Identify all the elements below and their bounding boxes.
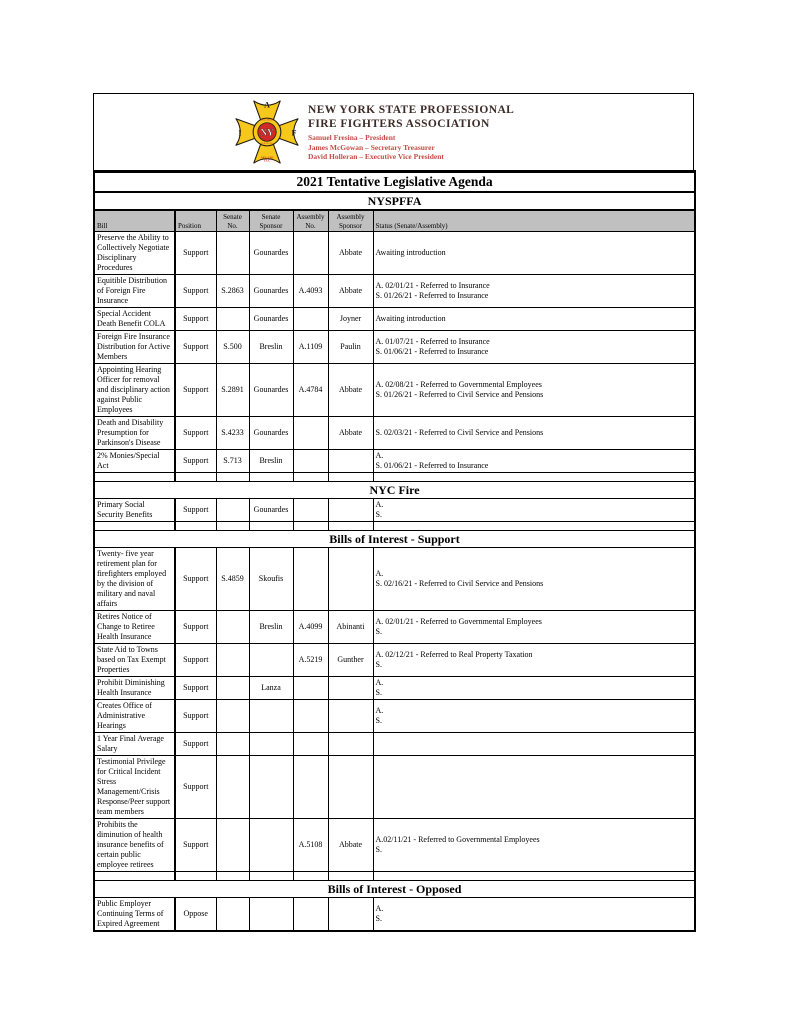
table-row bbox=[94, 308, 695, 331]
status-cell bbox=[373, 499, 695, 522]
senate-sponsor-cell bbox=[249, 756, 293, 819]
assembly-no-cell bbox=[293, 548, 328, 611]
status-line: S. bbox=[375, 627, 382, 636]
bill-cell: Appointing Hearing Officer for removal and disciplinary action against Public Employees bbox=[94, 364, 175, 417]
assembly-sponsor-cell: Abbate bbox=[328, 275, 373, 308]
senate-no-cell bbox=[216, 733, 249, 756]
column-header-bill: Bill bbox=[94, 210, 175, 232]
spacer-cell bbox=[249, 522, 293, 531]
position-cell: Support bbox=[175, 417, 216, 450]
status-line: A.02/11/21 - Referred to Governmental Employees bbox=[375, 835, 540, 844]
status-line: S. 01/06/21 - Referred to Insurance bbox=[375, 461, 489, 470]
table-row bbox=[94, 417, 695, 450]
bill-cell: Testimonial Privilege for Critical Incident Stress Management/Crisis Response/Peer support team members bbox=[94, 756, 175, 819]
position-cell: Support bbox=[175, 364, 216, 417]
table-row bbox=[94, 331, 695, 364]
senate-sponsor-cell: Lanza bbox=[249, 677, 293, 700]
bill-cell: Special Accident Death Benefit COLA bbox=[94, 308, 175, 331]
senate-sponsor-cell bbox=[249, 733, 293, 756]
status-line: S. bbox=[375, 845, 382, 854]
status-line: S. 01/26/21 - Referred to Civil Service and Pensions bbox=[375, 390, 544, 399]
spacer-cell bbox=[175, 872, 216, 881]
assembly-no-cell: A.4099 bbox=[293, 611, 328, 644]
spacer-row bbox=[94, 872, 695, 881]
status-line: S. bbox=[375, 914, 382, 923]
logo-ny-monogram: NY bbox=[260, 127, 274, 138]
senate-no-cell bbox=[216, 232, 249, 275]
senate-sponsor-cell bbox=[249, 898, 293, 932]
senate-sponsor-cell: Gounardes bbox=[249, 308, 293, 331]
senate-no-cell bbox=[216, 499, 249, 522]
assembly-sponsor-cell: Abinanti bbox=[328, 611, 373, 644]
senate-no-cell bbox=[216, 756, 249, 819]
section-title: Bills of Interest - Opposed bbox=[94, 881, 695, 898]
section-header-nyc-fire bbox=[94, 482, 695, 499]
senate-no-cell bbox=[216, 819, 249, 872]
position-cell: Support bbox=[175, 232, 216, 275]
spacer-cell bbox=[293, 872, 328, 881]
status-cell bbox=[373, 644, 695, 677]
logo-band-text-bottom: FEB 28 1918 bbox=[261, 143, 273, 146]
status-line: A. 01/07/21 - Referred to Insurance bbox=[375, 337, 490, 346]
column-header-assembly-sponsor: Assembly Sponsor bbox=[328, 210, 373, 232]
status-cell bbox=[373, 308, 695, 331]
assembly-no-cell: A.5108 bbox=[293, 819, 328, 872]
bill-cell: 2% Monies/Special Act bbox=[94, 450, 175, 473]
table-row bbox=[94, 756, 695, 819]
spacer-cell bbox=[94, 522, 175, 531]
status-line: A. 02/01/21 - Referred to Insurance bbox=[375, 281, 490, 290]
logo-letter-f: F bbox=[291, 128, 297, 138]
spacer-cell bbox=[216, 522, 249, 531]
status-line: S. 01/26/21 - Referred to Insurance bbox=[375, 291, 489, 300]
senate-sponsor-cell: Gounardes bbox=[249, 417, 293, 450]
status-cell bbox=[373, 232, 695, 275]
bill-cell: Prohibits the diminution of health insurance benefits of certain public employee retirees bbox=[94, 819, 175, 872]
bill-cell: Preserve the Ability to Collectively Negotiate Disciplinary Procedures bbox=[94, 232, 175, 275]
position-cell: Support bbox=[175, 450, 216, 473]
assembly-no-cell bbox=[293, 700, 328, 733]
assembly-sponsor-cell: Abbate bbox=[328, 364, 373, 417]
assembly-no-cell: A.5219 bbox=[293, 644, 328, 677]
senate-sponsor-cell: Breslin bbox=[249, 611, 293, 644]
assembly-sponsor-cell bbox=[328, 700, 373, 733]
assembly-sponsor-cell: Joyner bbox=[328, 308, 373, 331]
position-cell: Support bbox=[175, 644, 216, 677]
senate-no-cell: S.500 bbox=[216, 331, 249, 364]
logo-aflcio-text: AFL-CIO bbox=[260, 155, 274, 160]
status-line: A. 02/12/21 - Referred to Real Property Taxation bbox=[375, 650, 533, 659]
position-cell: Support bbox=[175, 331, 216, 364]
officer-secretary-treasurer: James McGowan – Secretary Treasurer bbox=[308, 142, 435, 152]
assembly-sponsor-cell bbox=[328, 548, 373, 611]
column-header-senate-no: Senate No. bbox=[216, 210, 249, 232]
bill-cell: Twenty- five year retirement plan for firefighters employed by the division of military and naval affairs bbox=[94, 548, 175, 611]
table-row bbox=[94, 364, 695, 417]
assembly-no-cell bbox=[293, 450, 328, 473]
position-cell: Support bbox=[175, 548, 216, 611]
table-row bbox=[94, 733, 695, 756]
assembly-sponsor-cell: Abbate bbox=[328, 819, 373, 872]
spacer-cell bbox=[216, 872, 249, 881]
spacer-cell bbox=[373, 522, 695, 531]
spacer-cell bbox=[175, 473, 216, 482]
org-name-line2: FIRE FIGHTERS ASSOCIATION bbox=[308, 117, 490, 130]
logo-band-text-top: ORGANIZED bbox=[260, 119, 274, 122]
logo-letter-a: A bbox=[264, 100, 270, 110]
assembly-no-cell bbox=[293, 232, 328, 275]
senate-sponsor-cell: Breslin bbox=[249, 450, 293, 473]
status-line: Awaiting introduction bbox=[375, 314, 446, 323]
officers-list bbox=[308, 133, 514, 162]
table-row bbox=[94, 450, 695, 473]
senate-sponsor-cell: Skoufis bbox=[249, 548, 293, 611]
status-cell bbox=[373, 548, 695, 611]
bill-cell: Death and Disability Presumption for Parkinson's Disease bbox=[94, 417, 175, 450]
senate-sponsor-cell: Gounardes bbox=[249, 499, 293, 522]
status-cell bbox=[373, 331, 695, 364]
position-cell: Support bbox=[175, 499, 216, 522]
spacer-cell bbox=[328, 872, 373, 881]
spacer-cell bbox=[373, 473, 695, 482]
column-header-row bbox=[94, 210, 695, 232]
status-line: S. bbox=[375, 660, 382, 669]
status-line: A. bbox=[375, 678, 384, 687]
table-row bbox=[94, 677, 695, 700]
spacer-cell bbox=[216, 473, 249, 482]
status-cell bbox=[373, 450, 695, 473]
letterhead bbox=[93, 93, 694, 170]
officer-president: Samuel Fresina – President bbox=[308, 133, 396, 143]
bill-cell: State Aid to Towns based on Tax Exempt Properties bbox=[94, 644, 175, 677]
legislative-agenda-table bbox=[93, 170, 696, 932]
column-header-senate-sponsor: Senate Sponsor bbox=[249, 210, 293, 232]
position-cell: Support bbox=[175, 733, 216, 756]
senate-no-cell: S.2863 bbox=[216, 275, 249, 308]
status-line: S. 02/03/21 - Referred to Civil Service and Pensions bbox=[375, 428, 544, 437]
spacer-cell bbox=[94, 473, 175, 482]
spacer-cell bbox=[293, 522, 328, 531]
assembly-no-cell: A.1109 bbox=[293, 331, 328, 364]
agenda-title-row bbox=[94, 172, 695, 193]
bill-cell: Equitible Distribution of Foreign Fire Insurance bbox=[94, 275, 175, 308]
status-cell bbox=[373, 417, 695, 450]
status-line: S. 02/16/21 - Referred to Civil Service and Pensions bbox=[375, 579, 544, 588]
bill-cell: Public Employer Continuing Terms of Expired Agreement bbox=[94, 898, 175, 932]
table-row bbox=[94, 611, 695, 644]
senate-sponsor-cell bbox=[249, 644, 293, 677]
column-header-position: Position bbox=[175, 210, 216, 232]
section-title: NYC Fire bbox=[94, 482, 695, 499]
status-cell bbox=[373, 898, 695, 932]
assembly-sponsor-cell bbox=[328, 677, 373, 700]
table-row bbox=[94, 700, 695, 733]
senate-no-cell bbox=[216, 898, 249, 932]
section-title: Bills of Interest - Support bbox=[94, 531, 695, 548]
iaff-logo-icon bbox=[233, 99, 301, 165]
assembly-sponsor-cell bbox=[328, 450, 373, 473]
position-cell: Support bbox=[175, 275, 216, 308]
senate-no-cell: S.4233 bbox=[216, 417, 249, 450]
logo-letter-i: I bbox=[238, 128, 242, 138]
senate-sponsor-cell: Gounardes bbox=[249, 364, 293, 417]
status-cell bbox=[373, 733, 695, 756]
assembly-no-cell bbox=[293, 756, 328, 819]
status-cell bbox=[373, 364, 695, 417]
assembly-no-cell bbox=[293, 733, 328, 756]
position-cell: Support bbox=[175, 308, 216, 331]
status-line: S. bbox=[375, 716, 382, 725]
spacer-cell bbox=[175, 522, 216, 531]
table-row bbox=[94, 548, 695, 611]
status-cell bbox=[373, 819, 695, 872]
section-header-nyspffa bbox=[94, 192, 695, 210]
position-cell: Support bbox=[175, 677, 216, 700]
assembly-no-cell bbox=[293, 898, 328, 932]
org-block bbox=[308, 102, 514, 162]
assembly-no-cell: A.4093 bbox=[293, 275, 328, 308]
spacer-cell bbox=[373, 872, 695, 881]
senate-sponsor-cell: Gounardes bbox=[249, 275, 293, 308]
bill-cell: Creates Office of Administrative Hearings bbox=[94, 700, 175, 733]
section-header-bills-of-interest-support bbox=[94, 531, 695, 548]
agenda-title: 2021 Tentative Legislative Agenda bbox=[94, 172, 695, 193]
assembly-sponsor-cell bbox=[328, 499, 373, 522]
status-line: A. bbox=[375, 451, 384, 460]
status-cell bbox=[373, 700, 695, 733]
spacer-cell bbox=[94, 872, 175, 881]
status-line: A. bbox=[375, 500, 384, 509]
position-cell: Support bbox=[175, 611, 216, 644]
senate-sponsor-cell: Breslin bbox=[249, 331, 293, 364]
assembly-sponsor-cell bbox=[328, 733, 373, 756]
document-page bbox=[93, 93, 694, 932]
status-line: A. bbox=[375, 706, 384, 715]
spacer-cell bbox=[249, 473, 293, 482]
assembly-sponsor-cell: Abbate bbox=[328, 232, 373, 275]
senate-no-cell bbox=[216, 644, 249, 677]
status-line: A. bbox=[375, 569, 384, 578]
senate-sponsor-cell bbox=[249, 819, 293, 872]
senate-no-cell bbox=[216, 611, 249, 644]
bill-cell: Retires Notice of Change to Retiree Health Insurance bbox=[94, 611, 175, 644]
assembly-sponsor-cell bbox=[328, 756, 373, 819]
assembly-no-cell bbox=[293, 417, 328, 450]
assembly-sponsor-cell: Gunther bbox=[328, 644, 373, 677]
senate-no-cell: S.713 bbox=[216, 450, 249, 473]
status-line: A. 02/08/21 - Referred to Governmental Employees bbox=[375, 380, 542, 389]
bill-cell: Primary Social Security Benefits bbox=[94, 499, 175, 522]
org-name-line1: NEW YORK STATE PROFESSIONAL bbox=[308, 104, 515, 117]
spacer-cell bbox=[293, 473, 328, 482]
senate-no-cell: S.4859 bbox=[216, 548, 249, 611]
column-header-assembly-no: Assembly No. bbox=[293, 210, 328, 232]
bill-cell: Prohibit Diminishing Health Insurance bbox=[94, 677, 175, 700]
position-cell: Support bbox=[175, 700, 216, 733]
spacer-cell bbox=[328, 522, 373, 531]
status-line: S. bbox=[375, 688, 382, 697]
senate-sponsor-cell bbox=[249, 700, 293, 733]
bill-cell: 1 Year Final Average Salary bbox=[94, 733, 175, 756]
position-cell: Support bbox=[175, 756, 216, 819]
status-cell bbox=[373, 677, 695, 700]
section-title: NYSPFFA bbox=[94, 192, 695, 210]
table-row bbox=[94, 819, 695, 872]
status-line: Awaiting introduction bbox=[375, 248, 446, 257]
assembly-no-cell bbox=[293, 499, 328, 522]
table-row bbox=[94, 275, 695, 308]
status-cell bbox=[373, 611, 695, 644]
status-cell bbox=[373, 756, 695, 819]
officer-executive-vp: David Holleran – Executive Vice President bbox=[308, 152, 444, 162]
assembly-sponsor-cell bbox=[328, 898, 373, 932]
column-header-status-senate-assembly: Status (Senate/Assembly) bbox=[373, 210, 695, 232]
senate-no-cell bbox=[216, 700, 249, 733]
status-line: S. bbox=[375, 510, 382, 519]
senate-sponsor-cell: Gounardes bbox=[249, 232, 293, 275]
senate-no-cell: S.2891 bbox=[216, 364, 249, 417]
senate-no-cell bbox=[216, 677, 249, 700]
spacer-cell bbox=[249, 872, 293, 881]
senate-no-cell bbox=[216, 308, 249, 331]
table-row bbox=[94, 232, 695, 275]
assembly-no-cell: A.4784 bbox=[293, 364, 328, 417]
section-header-bills-of-interest-opposed bbox=[94, 881, 695, 898]
position-cell: Oppose bbox=[175, 898, 216, 932]
bill-cell: Foreign Fire Insurance Distribution for Active Members bbox=[94, 331, 175, 364]
table-row bbox=[94, 898, 695, 932]
status-cell bbox=[373, 275, 695, 308]
table-row bbox=[94, 499, 695, 522]
logo-clc-text: CLC bbox=[263, 158, 271, 163]
assembly-no-cell bbox=[293, 308, 328, 331]
assembly-sponsor-cell: Paulin bbox=[328, 331, 373, 364]
spacer-row bbox=[94, 522, 695, 531]
spacer-row bbox=[94, 473, 695, 482]
status-line: A. bbox=[375, 904, 384, 913]
status-line: A. 02/01/21 - Referred to Governmental Employees bbox=[375, 617, 542, 626]
position-cell: Support bbox=[175, 819, 216, 872]
spacer-cell bbox=[328, 473, 373, 482]
status-line: S. 01/06/21 - Referred to Insurance bbox=[375, 347, 489, 356]
table-row bbox=[94, 644, 695, 677]
assembly-sponsor-cell: Abbate bbox=[328, 417, 373, 450]
assembly-no-cell bbox=[293, 677, 328, 700]
